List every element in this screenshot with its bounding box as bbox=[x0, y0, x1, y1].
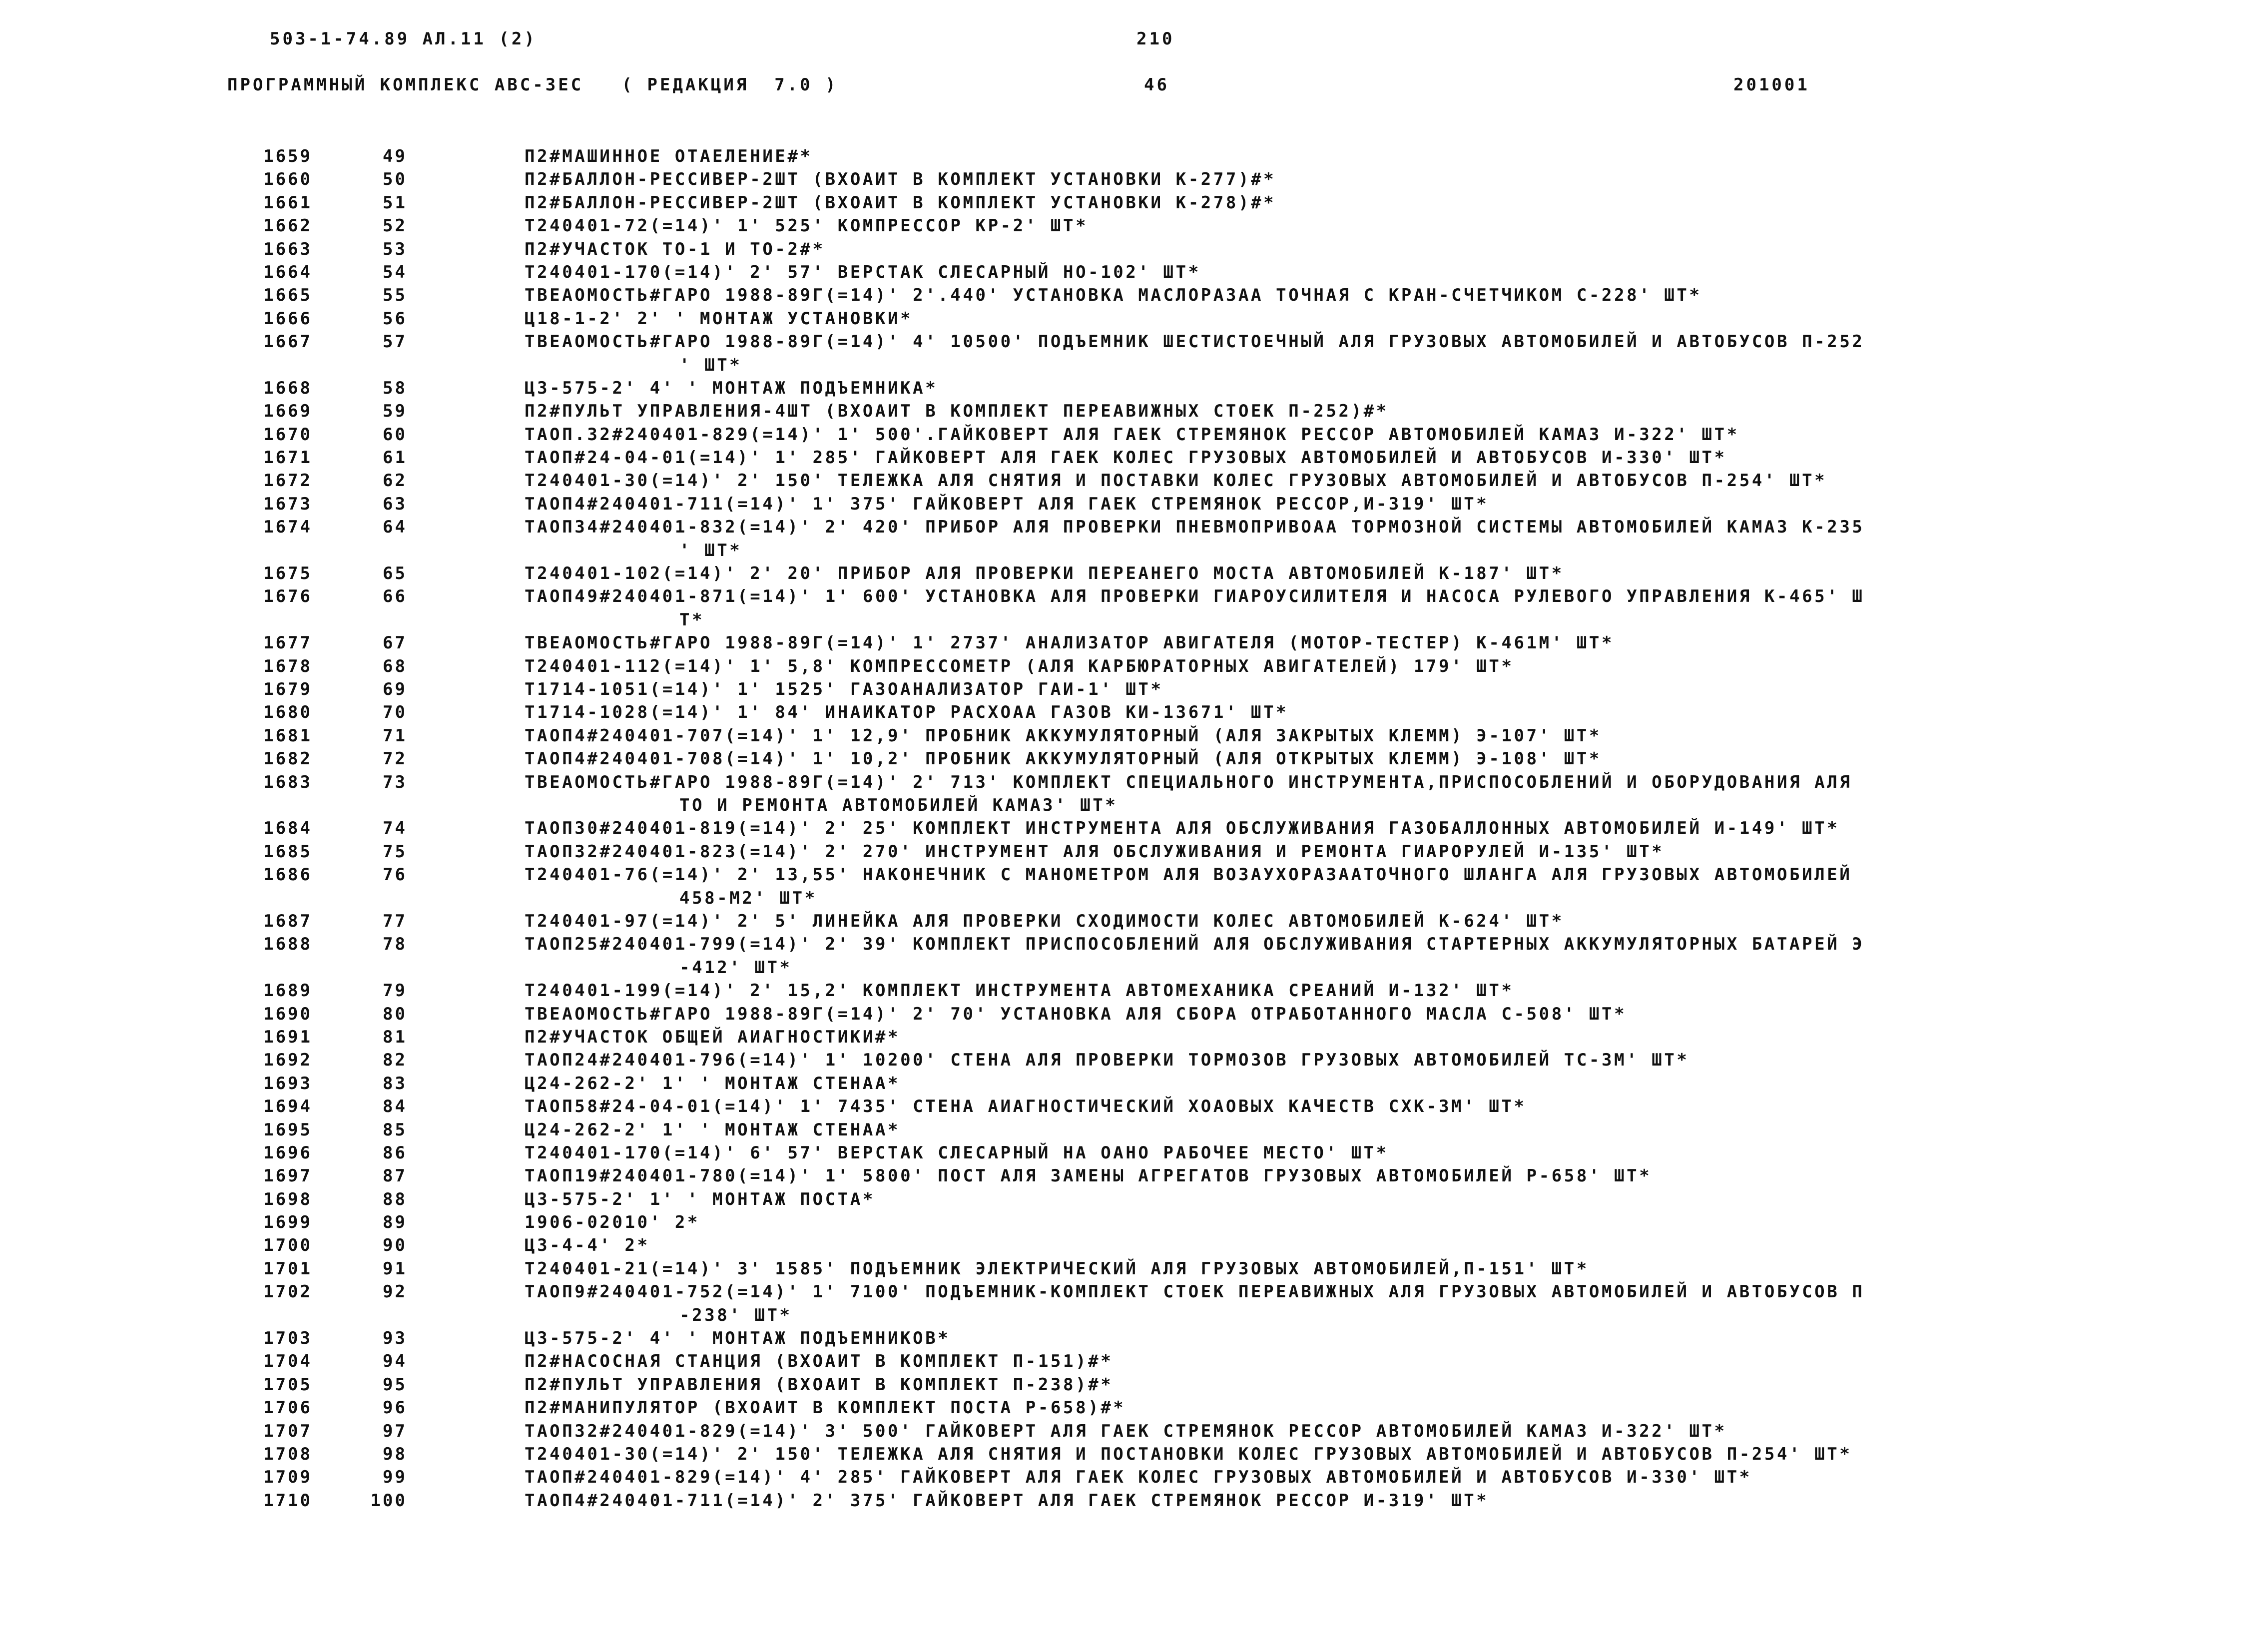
record-text: ТАОП#24-04-01(=14)' 1' 285' ГАЙКОВЕРТ АЛЯ ГАЕК КОЛЕС ГРУЗОВЫХ АВТОМОБИЛЕЙ И АВТОБУСОВ И-330' ШТ* bbox=[525, 448, 1727, 468]
record-text-continuation: ' ШТ* bbox=[679, 540, 742, 560]
sequence-number: 50 bbox=[383, 169, 407, 190]
sequence-number: 90 bbox=[383, 1235, 407, 1256]
record-text: ТАОП19#240401-780(=14)' 1' 5800' ПОСТ АЛЯ ЗАМЕНЫ АГРЕГАТОВ ГРУЗОВЫХ АВТОМОБИЛЕЙ Р-658' ШТ* bbox=[525, 1166, 1652, 1186]
listing-row bbox=[0, 261, 2242, 284]
sequence-number: 93 bbox=[383, 1328, 407, 1349]
listing-row bbox=[0, 840, 2242, 863]
line-number: 1695 bbox=[263, 1119, 312, 1140]
line-number: 1664 bbox=[263, 262, 312, 282]
line-number: 1666 bbox=[263, 308, 312, 329]
listing-row bbox=[0, 1003, 2242, 1026]
sequence-number: 99 bbox=[383, 1467, 407, 1488]
record-text: Т1714-1051(=14)' 1' 1525' ГАЗОАНАЛИЗАТОР ГАИ-1' ШТ* bbox=[525, 679, 1163, 700]
listing-row bbox=[0, 214, 2242, 237]
record-text: П2#МАШИННОЕ ОТАЕЛЕНИЕ#* bbox=[525, 146, 813, 166]
sequence-number: 63 bbox=[383, 494, 407, 514]
line-number: 1686 bbox=[263, 865, 312, 885]
record-text: Т1714-1028(=14)' 1' 84' ИНАИКАТОР РАСХОАА ГАЗОВ КИ-13671' ШТ* bbox=[525, 702, 1289, 723]
line-number: 1660 bbox=[263, 169, 312, 190]
line-number: 1671 bbox=[263, 448, 312, 468]
record-text: П2#ПУЛЬТ УПРАВЛЕНИЯ-4ШТ (ВХОАИТ В КОМПЛЕКТ ПЕРЕАВИЖНЫХ СТОЕК П-252)#* bbox=[525, 401, 1389, 422]
line-number: 1663 bbox=[263, 239, 312, 259]
record-text: ТВЕАОМОСТЬ#ГАРО 1988-89Г(=14)' 2'.440' УСТАНОВКА МАСЛОРАЗАА ТОЧНАЯ С КРАН-СЧЕТЧИКОМ С-228' ШТ* bbox=[525, 285, 1702, 306]
line-number: 1701 bbox=[263, 1258, 312, 1279]
listing-row bbox=[0, 307, 2242, 330]
line-number: 1691 bbox=[263, 1027, 312, 1047]
listing-row bbox=[0, 400, 2242, 423]
line-number: 1688 bbox=[263, 934, 312, 955]
sequence-number: 77 bbox=[383, 911, 407, 931]
line-number: 1708 bbox=[263, 1444, 312, 1464]
record-text: ТАОП4#240401-711(=14)' 1' 375' ГАЙКОВЕРТ АЛЯ ГАЕК СТРЕМЯНОК РЕССОР,И-319' ШТ* bbox=[525, 494, 1489, 514]
sequence-number: 62 bbox=[383, 471, 407, 491]
page-number: 210 bbox=[1136, 29, 1175, 49]
listing-row bbox=[0, 1466, 2242, 1489]
listing-row bbox=[0, 1257, 2242, 1280]
sequence-number: 80 bbox=[383, 1004, 407, 1024]
record-text: Ц24-262-2' 1' ' МОНТАЖ СТЕНАА* bbox=[525, 1073, 901, 1094]
line-number: 1678 bbox=[263, 656, 312, 676]
sequence-number: 56 bbox=[383, 308, 407, 329]
record-text-continuation: -412' ШТ* bbox=[679, 957, 792, 978]
listing-row bbox=[0, 516, 2242, 562]
listing-row bbox=[0, 1234, 2242, 1257]
record-text: ТАОП58#24-04-01(=14)' 1' 7435' СТЕНА АИАГНОСТИЧЕСКИЙ ХОАОВЫХ КАЧЕСТВ СХК-3М' ШТ* bbox=[525, 1097, 1527, 1117]
sequence-number: 91 bbox=[383, 1258, 407, 1279]
listing-row bbox=[0, 631, 2242, 654]
line-number: 1670 bbox=[263, 424, 312, 445]
sequence-number: 64 bbox=[383, 517, 407, 538]
listing-row bbox=[0, 1026, 2242, 1049]
sequence-number: 58 bbox=[383, 378, 407, 398]
record-text: П2#МАНИПУЛЯТОР (ВХОАИТ В КОМПЛЕКТ ПОСТА Р-658)#* bbox=[525, 1398, 1126, 1418]
sequence-number: 79 bbox=[383, 981, 407, 1001]
record-text: ТАОП25#240401-799(=14)' 2' 39' КОМПЛЕКТ ПРИСПОСОБЛЕНИЙ АЛЯ ОБСЛУЖИВАНИЯ СТАРТЕРНЫХ АККУМУЛЯТОРНЫХ БАТАРЕЙ Э bbox=[525, 934, 1865, 955]
line-number: 1690 bbox=[263, 1004, 312, 1024]
record-text: Т240401-76(=14)' 2' 13,55' НАКОНЕЧНИК С МАНОМЕТРОМ АЛЯ ВОЗАУХОРАЗААТОЧНОГО ШЛАНГА АЛЯ ГРУЗОВЫХ АВТОМОБИЛЕЙ bbox=[525, 865, 1852, 885]
sequence-number: 73 bbox=[383, 772, 407, 792]
sequence-number: 57 bbox=[383, 332, 407, 352]
record-text-continuation: -238' ШТ* bbox=[679, 1305, 792, 1325]
document-id-code: 201001 bbox=[1733, 75, 1810, 95]
listing-row bbox=[0, 910, 2242, 933]
sequence-number: 87 bbox=[383, 1166, 407, 1186]
line-number: 1699 bbox=[263, 1212, 312, 1233]
record-text: ТАОП4#240401-708(=14)' 1' 10,2' ПРОБНИК АККУМУЛЯТОРНЫЙ (АЛЯ ОТКРЫТЫХ КЛЕММ) Э-108' ШТ* bbox=[525, 749, 1602, 769]
listing-row bbox=[0, 771, 2242, 817]
line-number: 1659 bbox=[263, 146, 312, 166]
listing-row bbox=[0, 1164, 2242, 1187]
listing-row bbox=[0, 1489, 2242, 1512]
record-text: Ц3-4-4' 2* bbox=[525, 1235, 650, 1256]
sequence-number: 69 bbox=[383, 679, 407, 700]
line-number: 1696 bbox=[263, 1142, 312, 1163]
sequence-number: 72 bbox=[383, 749, 407, 769]
listing-row bbox=[0, 1350, 2242, 1373]
sequence-number: 68 bbox=[383, 656, 407, 676]
sequence-number: 84 bbox=[383, 1097, 407, 1117]
line-number: 1709 bbox=[263, 1467, 312, 1488]
sequence-number: 86 bbox=[383, 1142, 407, 1163]
record-text: Ц18-1-2' 2' ' МОНТАЖ УСТАНОВКИ* bbox=[525, 308, 913, 329]
sequence-number: 74 bbox=[383, 818, 407, 839]
record-text: ТАОП#240401-829(=14)' 4' 285' ГАЙКОВЕРТ АЛЯ ГАЕК КОЛЕС ГРУЗОВЫХ АВТОМОБИЛЕЙ И АВТОБУСОВ И-330' ШТ* bbox=[525, 1467, 1752, 1488]
line-number: 1687 bbox=[263, 911, 312, 931]
record-text: Ц24-262-2' 1' ' МОНТАЖ СТЕНАА* bbox=[525, 1119, 901, 1140]
line-number: 1700 bbox=[263, 1235, 312, 1256]
record-text-continuation: ' ШТ* bbox=[679, 355, 742, 375]
listing-row bbox=[0, 330, 2242, 377]
listing-row bbox=[0, 1420, 2242, 1443]
line-number: 1704 bbox=[263, 1351, 312, 1372]
line-number: 1676 bbox=[263, 586, 312, 607]
sequence-number: 97 bbox=[383, 1421, 407, 1441]
line-number: 1698 bbox=[263, 1189, 312, 1209]
line-number: 1685 bbox=[263, 841, 312, 862]
line-number: 1667 bbox=[263, 332, 312, 352]
listing-row bbox=[0, 863, 2242, 910]
record-text: Т240401-112(=14)' 1' 5,8' КОМПРЕССОМЕТР (АЛЯ КАРБЮРАТОРНЫХ АВИГАТЕЛЕЙ) 179' ШТ* bbox=[525, 656, 1514, 676]
line-number: 1679 bbox=[263, 679, 312, 700]
record-text: П2#НАСОСНАЯ СТАНЦИЯ (ВХОАИТ В КОМПЛЕКТ П-151)#* bbox=[525, 1351, 1114, 1372]
record-text: Т240401-199(=14)' 2' 15,2' КОМПЛЕКТ ИНСТРУМЕНТА АВТОМЕХАНИКА СРЕАНИЙ И-132' ШТ* bbox=[525, 981, 1514, 1001]
record-text-continuation: ТО И РЕМОНТА АВТОМОБИЛЕЙ КАМАЗ' ШТ* bbox=[679, 795, 1118, 815]
record-text: Т240401-97(=14)' 2' 5' ЛИНЕЙКА АЛЯ ПРОВЕРКИ СХОДИМОСТИ КОЛЕС АВТОМОБИЛЕЙ К-624' ШТ* bbox=[525, 911, 1564, 931]
line-number: 1706 bbox=[263, 1398, 312, 1418]
sequence-number: 94 bbox=[383, 1351, 407, 1372]
line-number: 1710 bbox=[263, 1490, 312, 1511]
listing-row bbox=[0, 817, 2242, 840]
line-number: 1675 bbox=[263, 563, 312, 584]
listing-row bbox=[0, 1373, 2242, 1396]
listing-row bbox=[0, 979, 2242, 1002]
record-text: ТАОП4#240401-707(=14)' 1' 12,9' ПРОБНИК АККУМУЛЯТОРНЫЙ (АЛЯ ЗАКРЫТЫХ КЛЕММ) Э-107' ШТ* bbox=[525, 725, 1602, 746]
record-text: ТАОП34#240401-832(=14)' 2' 420' ПРИБОР АЛЯ ПРОВЕРКИ ПНЕВМОПРИВОАА ТОРМОЗНОЙ СИСТЕМЫ АВТОМОБИЛЕЙ КАМАЗ К-235 bbox=[525, 517, 1865, 538]
sequence-number: 54 bbox=[383, 262, 407, 282]
sequence-number: 67 bbox=[383, 633, 407, 653]
line-number: 1693 bbox=[263, 1073, 312, 1094]
listing-row bbox=[0, 168, 2242, 191]
record-text: Ц3-575-2' 4' ' МОНТАЖ ПОДЪЕМНИКОВ* bbox=[525, 1328, 951, 1349]
record-text: Т240401-170(=14)' 6' 57' ВЕРСТАК СЛЕСАРНЫЙ НА ОАНО РАБОЧЕЕ МЕСТО' ШТ* bbox=[525, 1142, 1389, 1163]
sequence-number: 78 bbox=[383, 934, 407, 955]
sequence-number: 66 bbox=[383, 586, 407, 607]
sequence-number: 49 bbox=[383, 146, 407, 166]
listing-row bbox=[0, 377, 2242, 400]
sequence-number: 60 bbox=[383, 424, 407, 445]
record-text: ТАОП.32#240401-829(=14)' 1' 500'.ГАЙКОВЕРТ АЛЯ ГАЕК СТРЕМЯНОК РЕССОР АВТОМОБИЛЕЙ КАМАЗ И-322' ШТ* bbox=[525, 424, 1739, 445]
listing-row bbox=[0, 191, 2242, 214]
listing-row bbox=[0, 1049, 2242, 1072]
record-text: Ц3-575-2' 1' ' МОНТАЖ ПОСТА* bbox=[525, 1189, 875, 1209]
sequence-number: 85 bbox=[383, 1119, 407, 1140]
record-text: Т240401-72(=14)' 1' 525' КОМПРЕССОР КР-2' ШТ* bbox=[525, 216, 1089, 236]
record-text: ТАОП9#240401-752(=14)' 1' 7100' ПОДЪЕМНИК-КОМПЛЕКТ СТОЕК ПЕРЕАВИЖНЫХ АЛЯ ГРУЗОВЫХ АВТОМОБИЛЕЙ И АВТОБУСОВ П bbox=[525, 1282, 1865, 1302]
listing-row bbox=[0, 145, 2242, 168]
record-text: Т240401-102(=14)' 2' 20' ПРИБОР АЛЯ ПРОВЕРКИ ПЕРЕАНЕГО МОСТА АВТОМОБИЛЕЙ К-187' ШТ* bbox=[525, 563, 1564, 584]
line-number: 1682 bbox=[263, 749, 312, 769]
line-number: 1672 bbox=[263, 471, 312, 491]
listing-row bbox=[0, 1095, 2242, 1118]
record-text: П2#УЧАСТОК ТО-1 И ТО-2#* bbox=[525, 239, 825, 259]
sequence-number: 52 bbox=[383, 216, 407, 236]
record-text: П2#ПУЛЬТ УПРАВЛЕНИЯ (ВХОАИТ В КОМПЛЕКТ П-238)#* bbox=[525, 1374, 1114, 1395]
record-text: ТАОП30#240401-819(=14)' 2' 25' КОМПЛЕКТ ИНСТРУМЕНТА АЛЯ ОБСЛУЖИВАНИЯ ГАЗОБАЛЛОННЫХ АВТОМОБИЛЕЙ И-149' ШТ* bbox=[525, 818, 1840, 839]
line-number: 1665 bbox=[263, 285, 312, 306]
record-text: Ц3-575-2' 4' ' МОНТАЖ ПОДЪЕМНИКА* bbox=[525, 378, 938, 398]
document-code: 503-1-74.89 АЛ.11 (2) bbox=[270, 29, 537, 49]
listing-row bbox=[0, 747, 2242, 770]
line-number: 1707 bbox=[263, 1421, 312, 1441]
line-number: 1661 bbox=[263, 192, 312, 213]
record-text: ТВЕАОМОСТЬ#ГАРО 1988-89Г(=14)' 2' 70' УСТАНОВКА АЛЯ СБОРА ОТРАБОТАННОГО МАСЛА С-508' ШТ* bbox=[525, 1004, 1627, 1024]
line-number: 1684 bbox=[263, 818, 312, 839]
listing-row bbox=[0, 1118, 2242, 1141]
listing-row bbox=[0, 724, 2242, 747]
listing-row bbox=[0, 1280, 2242, 1327]
record-text: Т240401-170(=14)' 2' 57' ВЕРСТАК СЛЕСАРНЫЙ НО-102' ШТ* bbox=[525, 262, 1201, 282]
record-text: П2#БАЛЛОН-РЕССИВЕР-2ШТ (ВХОАИТ В КОМПЛЕКТ УСТАНОВКИ К-277)#* bbox=[525, 169, 1276, 190]
line-number: 1689 bbox=[263, 981, 312, 1001]
listing-row bbox=[0, 933, 2242, 979]
listing-table bbox=[0, 145, 2242, 1512]
line-number: 1703 bbox=[263, 1328, 312, 1349]
sequence-number: 82 bbox=[383, 1050, 407, 1071]
listing-row bbox=[0, 1443, 2242, 1466]
listing-row bbox=[0, 1188, 2242, 1211]
listing-row bbox=[0, 284, 2242, 307]
sequence-number: 53 bbox=[383, 239, 407, 259]
record-text: ТАОП24#240401-796(=14)' 1' 10200' СТЕНА АЛЯ ПРОВЕРКИ ТОРМОЗОВ ГРУЗОВЫХ АВТОМОБИЛЕЙ ТС-3М' ШТ* bbox=[525, 1050, 1689, 1071]
sequence-number: 95 bbox=[383, 1374, 407, 1395]
record-text-continuation: Т* bbox=[679, 609, 705, 630]
listing-row bbox=[0, 585, 2242, 631]
record-text: ТАОП4#240401-711(=14)' 2' 375' ГАЙКОВЕРТ АЛЯ ГАЕК СТРЕМЯНОК РЕССОР И-319' ШТ* bbox=[525, 1490, 1489, 1511]
sequence-number: 81 bbox=[383, 1027, 407, 1047]
sequence-number: 55 bbox=[383, 285, 407, 306]
line-number: 1683 bbox=[263, 772, 312, 792]
line-number: 1673 bbox=[263, 494, 312, 514]
sequence-number: 92 bbox=[383, 1282, 407, 1302]
line-number: 1694 bbox=[263, 1097, 312, 1117]
record-text: ТВЕАОМОСТЬ#ГАРО 1988-89Г(=14)' 4' 10500' ПОДЪЕМНИК ШЕСТИСТОЕЧНЫЙ АЛЯ ГРУЗОВЫХ АВТОМОБИЛЕЙ И АВТОБУСОВ П-252 bbox=[525, 332, 1865, 352]
listing-row bbox=[0, 423, 2242, 446]
record-text: ТАОП49#240401-871(=14)' 1' 600' УСТАНОВКА АЛЯ ПРОВЕРКИ ГИАРОУСИЛИТЕЛЯ И НАСОСА РУЛЕВОГО УПРАВЛЕНИЯ К-465' Ш bbox=[525, 586, 1865, 607]
listing-row bbox=[0, 238, 2242, 261]
sequence-number: 61 bbox=[383, 448, 407, 468]
record-text: П2#УЧАСТОК ОБЩЕЙ АИАГНОСТИКИ#* bbox=[525, 1027, 901, 1047]
sequence-number: 71 bbox=[383, 725, 407, 746]
listing-row bbox=[0, 1141, 2242, 1164]
sequence-number: 59 bbox=[383, 401, 407, 422]
line-number: 1697 bbox=[263, 1166, 312, 1186]
record-text: Т240401-30(=14)' 2' 150' ТЕЛЕЖКА АЛЯ СНЯТИЯ И ПОСТАВКИ КОЛЕС ГРУЗОВЫХ АВТОМОБИЛЕЙ И АВТОБУСОВ П-254' ШТ* bbox=[525, 471, 1827, 491]
record-text: ТАОП32#240401-829(=14)' 3' 500' ГАЙКОВЕРТ АЛЯ ГАЕК СТРЕМЯНОК РЕССОР АВТОМОБИЛЕЙ КАМАЗ И-322' ШТ* bbox=[525, 1421, 1727, 1441]
record-text: ТАОП32#240401-823(=14)' 2' 270' ИНСТРУМЕНТ АЛЯ ОБСЛУЖИВАНИЯ И РЕМОНТА ГИАРОРУЛЕЙ И-135' ШТ* bbox=[525, 841, 1665, 862]
line-number: 1662 bbox=[263, 216, 312, 236]
record-text: ТВЕАОМОСТЬ#ГАРО 1988-89Г(=14)' 2' 713' КОМПЛЕКТ СПЕЦИАЛЬНОГО ИНСТРУМЕНТА,ПРИСПОСОБЛЕНИЙ И ОБОРУДОВАНИЯ АЛЯ bbox=[525, 772, 1852, 792]
record-text-continuation: 458-М2' ШТ* bbox=[679, 888, 817, 908]
line-number: 1681 bbox=[263, 725, 312, 746]
listing-row bbox=[0, 1396, 2242, 1419]
line-number: 1692 bbox=[263, 1050, 312, 1071]
listing-row bbox=[0, 701, 2242, 724]
sequence-number: 98 bbox=[383, 1444, 407, 1464]
line-number: 1702 bbox=[263, 1282, 312, 1302]
listing-row bbox=[0, 1072, 2242, 1095]
listing-row bbox=[0, 562, 2242, 585]
sequence-number: 51 bbox=[383, 192, 407, 213]
record-text: ТВЕАОМОСТЬ#ГАРО 1988-89Г(=14)' 1' 2737' АНАЛИЗАТОР АВИГАТЕЛЯ (МОТОР-ТЕСТЕР) К-461М' ШТ* bbox=[525, 633, 1615, 653]
line-number: 1705 bbox=[263, 1374, 312, 1395]
record-text: Т240401-30(=14)' 2' 150' ТЕЛЕЖКА АЛЯ СНЯТИЯ И ПОСТАНОВКИ КОЛЕС ГРУЗОВЫХ АВТОМОБИЛЕЙ И АВТОБУСОВ П-254' ШТ* bbox=[525, 1444, 1852, 1464]
line-number: 1674 bbox=[263, 517, 312, 538]
sequence-number: 88 bbox=[383, 1189, 407, 1209]
record-text: 1906-02010' 2* bbox=[525, 1212, 700, 1233]
listing-row bbox=[0, 678, 2242, 701]
line-number: 1669 bbox=[263, 401, 312, 422]
sequence-number: 75 bbox=[383, 841, 407, 862]
listing-row bbox=[0, 446, 2242, 469]
listing-row bbox=[0, 1327, 2242, 1350]
sequence-number: 89 bbox=[383, 1212, 407, 1233]
sheet-number: 46 bbox=[1144, 75, 1169, 95]
sequence-number: 100 bbox=[370, 1490, 407, 1511]
program-title: ПРОГРАММНЫЙ КОМПЛЕКС АВС-3ЕС ( РЕДАКЦИЯ 7.0 ) bbox=[227, 75, 838, 95]
sequence-number: 96 bbox=[383, 1398, 407, 1418]
sequence-number: 70 bbox=[383, 702, 407, 723]
line-number: 1680 bbox=[263, 702, 312, 723]
line-number: 1677 bbox=[263, 633, 312, 653]
record-text: П2#БАЛЛОН-РЕССИВЕР-2ШТ (ВХОАИТ В КОМПЛЕКТ УСТАНОВКИ К-278)#* bbox=[525, 192, 1276, 213]
record-text: Т240401-21(=14)' 3' 1585' ПОДЪЕМНИК ЭЛЕКТРИЧЕСКИЙ АЛЯ ГРУЗОВЫХ АВТОМОБИЛЕЙ,П-151' ШТ* bbox=[525, 1258, 1589, 1279]
listing-row bbox=[0, 655, 2242, 678]
listing-row bbox=[0, 493, 2242, 516]
listing-row bbox=[0, 469, 2242, 492]
sequence-number: 65 bbox=[383, 563, 407, 584]
sequence-number: 76 bbox=[383, 865, 407, 885]
listing-row bbox=[0, 1211, 2242, 1234]
line-number: 1668 bbox=[263, 378, 312, 398]
sequence-number: 83 bbox=[383, 1073, 407, 1094]
